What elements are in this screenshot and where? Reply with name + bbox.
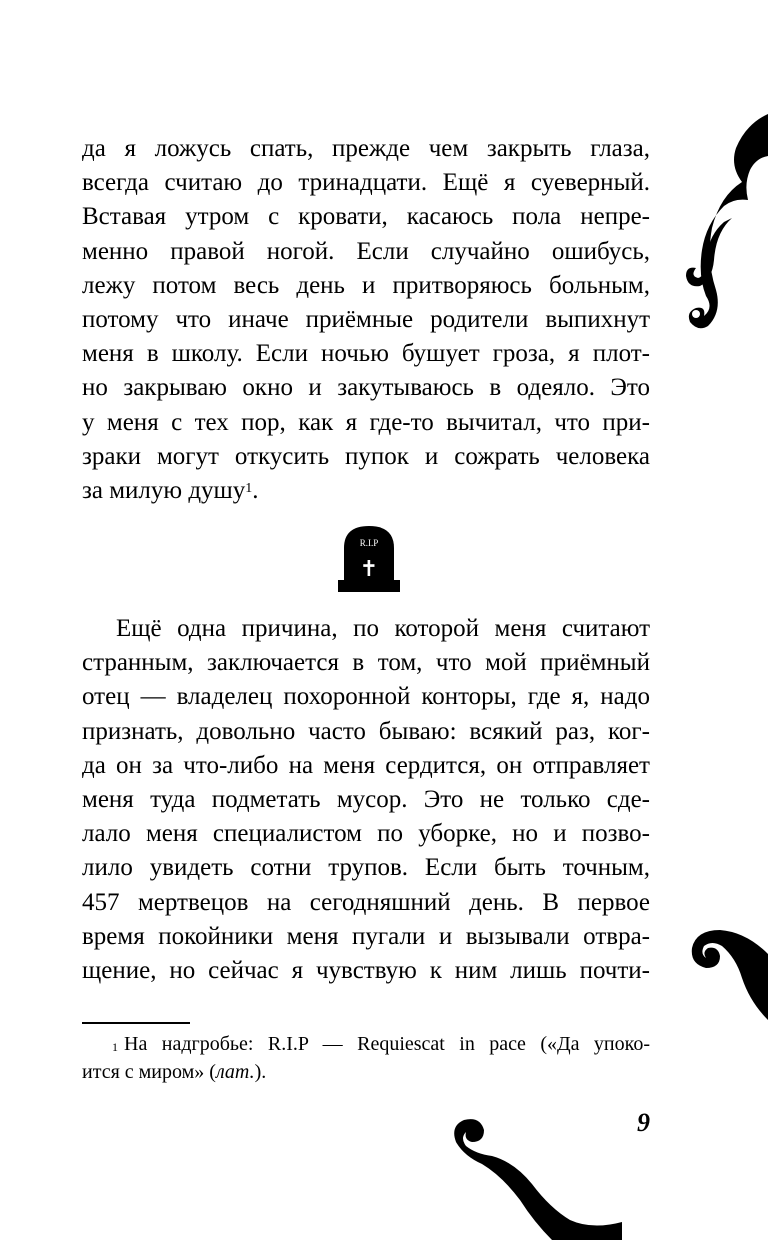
footnote-text-suffix: ). bbox=[254, 1061, 267, 1083]
footnote-reference[interactable]: 1 bbox=[245, 480, 253, 496]
text-line: лало меня специалистом по уборке, но и позво- bbox=[82, 820, 650, 848]
tombstone-inscription: R.I.P bbox=[359, 538, 379, 548]
text-line: да я ложусь спать, прежде чем закрыть глаза, bbox=[82, 135, 650, 162]
text-line: зраки могут откусить пупок и сожрать человека bbox=[82, 442, 650, 470]
text-line: Вставая утром с кровати, касаюсь пола непре- bbox=[82, 203, 650, 231]
text-line: отец — владелец похоронной конторы, где я, надо bbox=[82, 683, 650, 711]
text-line: потому что иначе приёмные родители выпихнут bbox=[82, 305, 650, 333]
vine-ornament-right-icon bbox=[686, 916, 768, 1026]
paragraph-2 bbox=[82, 612, 650, 988]
footnote bbox=[82, 1030, 650, 1086]
text-line: странным, заключается в том, что мой приёмный bbox=[82, 649, 650, 677]
text-line: меня туда подметать мусор. Это не только сде- bbox=[82, 785, 650, 813]
cross-icon: ✝ bbox=[359, 557, 379, 582]
end-punctuation: . bbox=[252, 476, 259, 504]
text-line: меня в школу. Если ночью бушует гроза, я плот- bbox=[82, 340, 650, 368]
footnote-line-2 bbox=[82, 1058, 650, 1086]
page-number: 9 bbox=[637, 1108, 650, 1137]
footnote-divider bbox=[82, 1022, 190, 1024]
vine-ornament-top-right-icon bbox=[660, 100, 768, 340]
text-line: время покойники меня пугали и вызывали отвра- bbox=[82, 922, 650, 950]
vine-ornament-bottom-icon bbox=[442, 1112, 622, 1240]
footnote-text: На надгробье: R.I.P — Requiescat in pace («Да упоко- bbox=[124, 1033, 650, 1055]
text-line: 457 мертвецов на сегодняшний день. В первое bbox=[82, 888, 650, 916]
paragraph-1 bbox=[82, 132, 650, 508]
text-line: лежу потом весь день и притворяюсь больным, bbox=[82, 271, 650, 299]
footnote-text-prefix: ится с миром» ( bbox=[82, 1061, 216, 1083]
text-line: менно правой ногой. Если случайно ошибусь, bbox=[82, 237, 650, 265]
text-line: да он за что-либо на меня сердится, он отправляет bbox=[82, 751, 650, 779]
footnote-italic-abbrev: лат. bbox=[215, 1061, 255, 1083]
text-line: лило увидеть сотни трупов. Если быть точным, bbox=[82, 854, 650, 882]
text-line-last bbox=[82, 474, 650, 508]
text-line: всегда считаю до тринадцати. Ещё я суеверный. bbox=[82, 169, 650, 197]
text-line: щение, но сейчас я чувствую к ним лишь почти- bbox=[82, 956, 650, 984]
text-line: признать, довольно часто бываю: всякий раз, ког- bbox=[82, 717, 650, 745]
text-line: Ещё одна причина, по которой меня считают bbox=[116, 615, 650, 642]
footnote-line-1 bbox=[82, 1030, 650, 1058]
tombstone-icon bbox=[338, 524, 400, 592]
text-line: у меня с тех пор, как я где-то вычитал, что при- bbox=[82, 408, 650, 436]
text-line-content: за милую душу bbox=[82, 476, 246, 504]
footnote-marker: 1 bbox=[112, 1040, 118, 1054]
text-line: но закрываю окно и закутываюсь в одеяло. Это bbox=[82, 374, 650, 402]
